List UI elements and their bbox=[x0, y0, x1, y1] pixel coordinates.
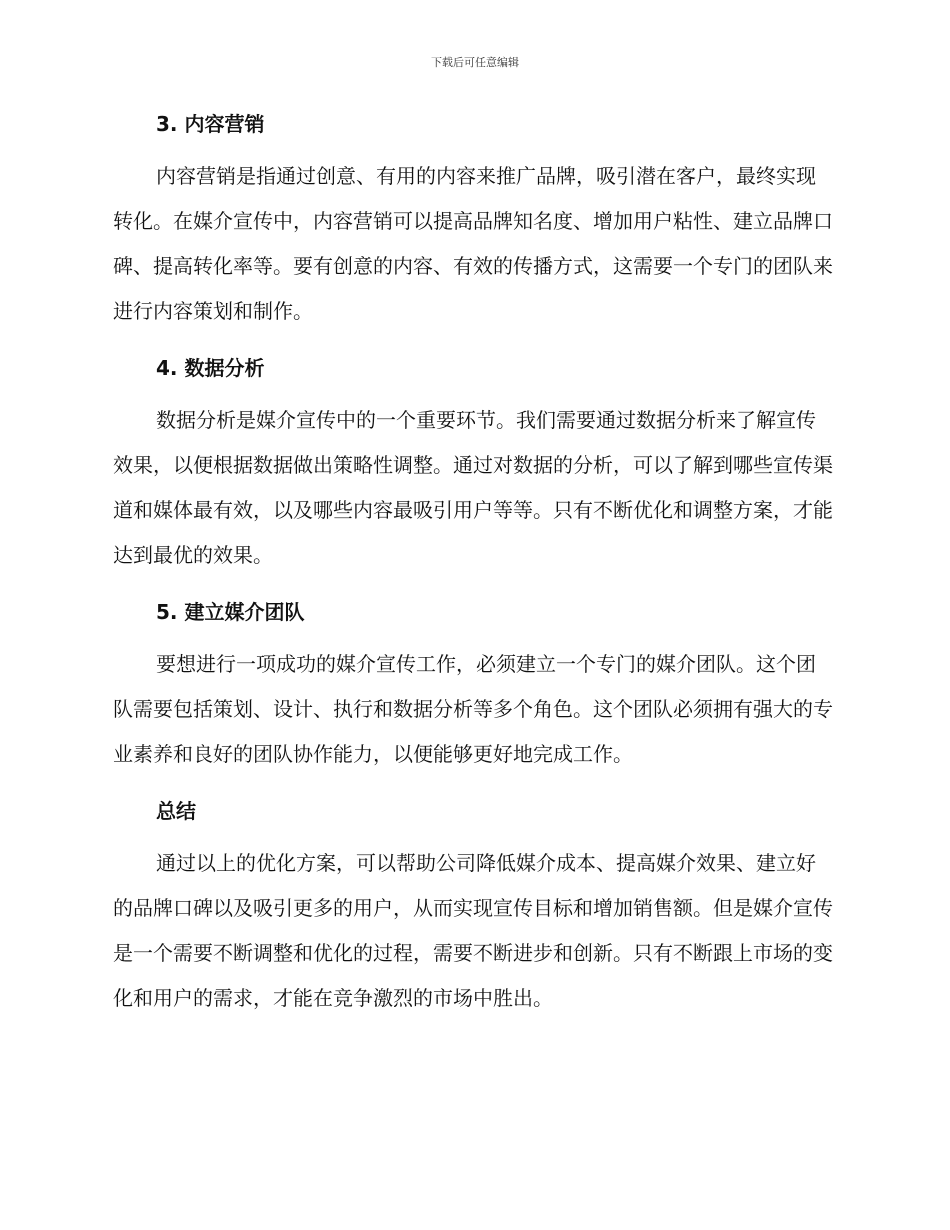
section-body-media-team: 要想进行一项成功的媒介宣传工作，必须建立一个专门的媒介团队。这个团队需要包括策划、设计、执行和数据分析等多个角色。这个团队必须拥有强大的专业素养和良好的团队协作能力，以便能够更好地完成工作。 bbox=[113, 652, 833, 766]
section-heading-content-marketing: 3. 内容营销 bbox=[156, 112, 265, 136]
section-heading-data-analysis: 4. 数据分析 bbox=[156, 356, 265, 380]
section-heading-media-team: 5. 建立媒介团队 bbox=[156, 600, 305, 624]
section-heading-summary: 总结 bbox=[156, 799, 196, 823]
document-body bbox=[113, 110, 833, 1021]
section-body-content-marketing: 内容营销是指通过创意、有用的内容来推广品牌，吸引潜在客户，最终实现转化。在媒介宣传中，内容营销可以提高品牌知名度、增加用户粘性、建立品牌口碑、提高转化率等。要有创意的内容、有效的传播方式，这需要一个专门的团队来进行内容策划和制作。 bbox=[113, 164, 833, 323]
section-body-summary: 通过以上的优化方案，可以帮助公司降低媒介成本、提高媒介效果、建立好的品牌口碑以及吸引更多的用户，从而实现宣传目标和增加销售额。但是媒介宣传是一个需要不断调整和优化的过程，需要不断进步和创新。只有不断跟上市场的变化和用户的需求，才能在竞争激烈的市场中胜出。 bbox=[113, 851, 833, 1010]
page-header: 下载后可任意编辑 bbox=[431, 56, 519, 69]
section-body-data-analysis: 数据分析是媒介宣传中的一个重要环节。我们需要通过数据分析来了解宣传效果，以便根据数据做出策略性调整。通过对数据的分析，可以了解到哪些宣传渠道和媒体最有效，以及哪些内容最吸引用户等等。只有不断优化和调整方案，才能达到最优的效果。 bbox=[113, 408, 833, 567]
